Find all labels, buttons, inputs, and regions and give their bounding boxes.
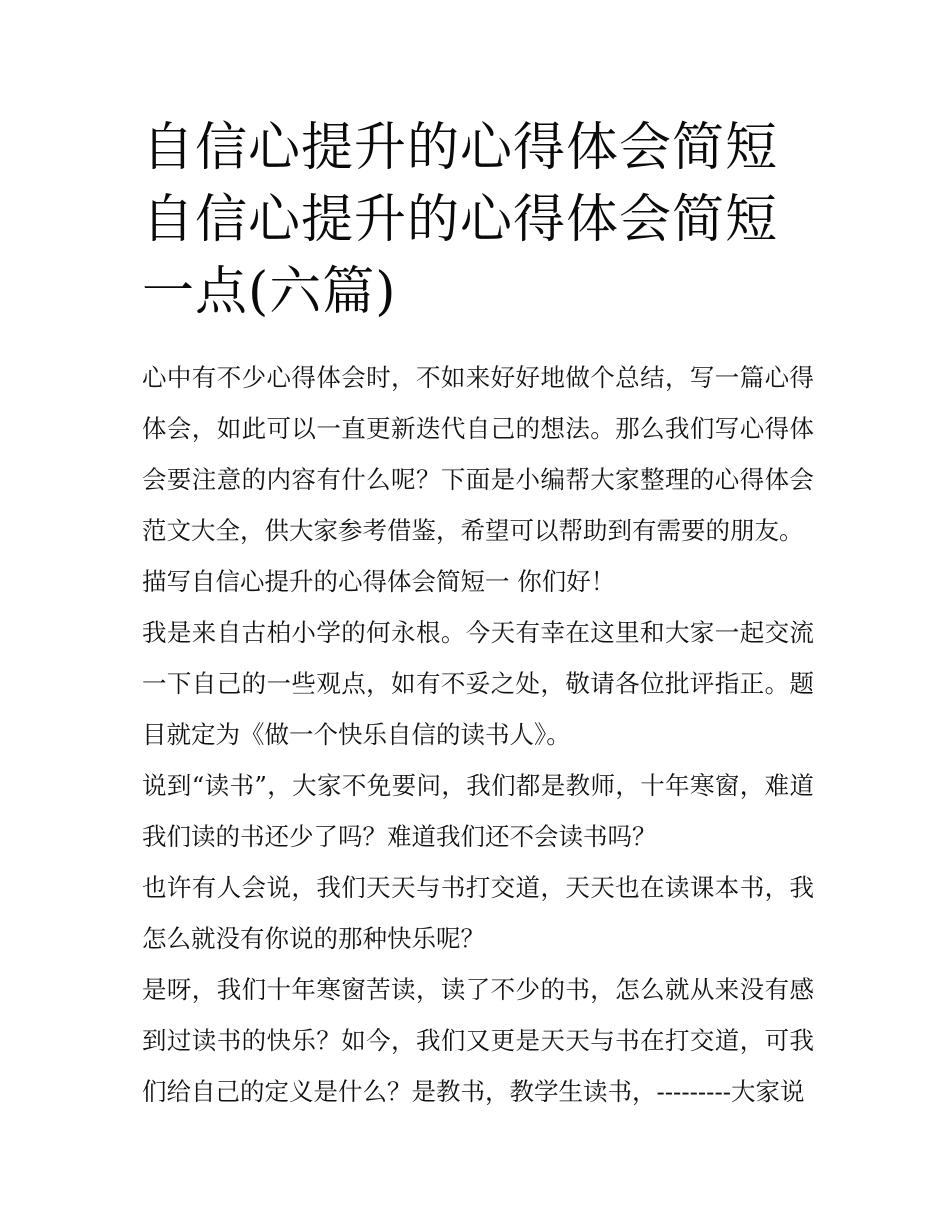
document-body [142,352,814,1117]
paragraph-greeting: 描写自信心提升的心得体会简短一 你们好！ [142,567,616,596]
paragraph-intro: 心中有不少心得体会时，不如来好好地做个总结，写一篇心得体会，如此可以一直更新迭代自己的想法。那么我们写心得体会要注意的内容有什么呢？下面是小编帮大家整理的心得体会范文大全，供大家参考借鉴，希望可以帮助到有需要的朋友。 [142,363,814,545]
document-title: 自信心提升的心得体会简短 自信心提升的心得体会简短一点(六篇) [142,118,779,322]
paragraph-reflection: 是呀，我们十年寒窗苦读，读了不少的书，怎么就从来没有感到过读书的快乐？如今，我们又更是天天与书在打交道，可我们给自己的定义是什么？是教书，教学生读书，---------大家说 [142,975,814,1106]
paragraph-self-introduction: 我是来自古柏小学的何永根。今天有幸在这里和大家一起交流一下自己的一些观点，如有不妥之处，敬请各位批评指正。题目就定为《做一个快乐自信的读书人》。 [142,618,814,749]
paragraph-objection: 也许有人会说，我们天天与书打交道，天天也在读课本书，我怎么就没有你说的那种快乐呢？ [142,873,814,953]
paragraph-reading-question: 说到“读书”，大家不免要问，我们都是教师，十年寒窗，难道我们读的书还少了吗？难道我们还不会读书吗？ [142,771,814,851]
